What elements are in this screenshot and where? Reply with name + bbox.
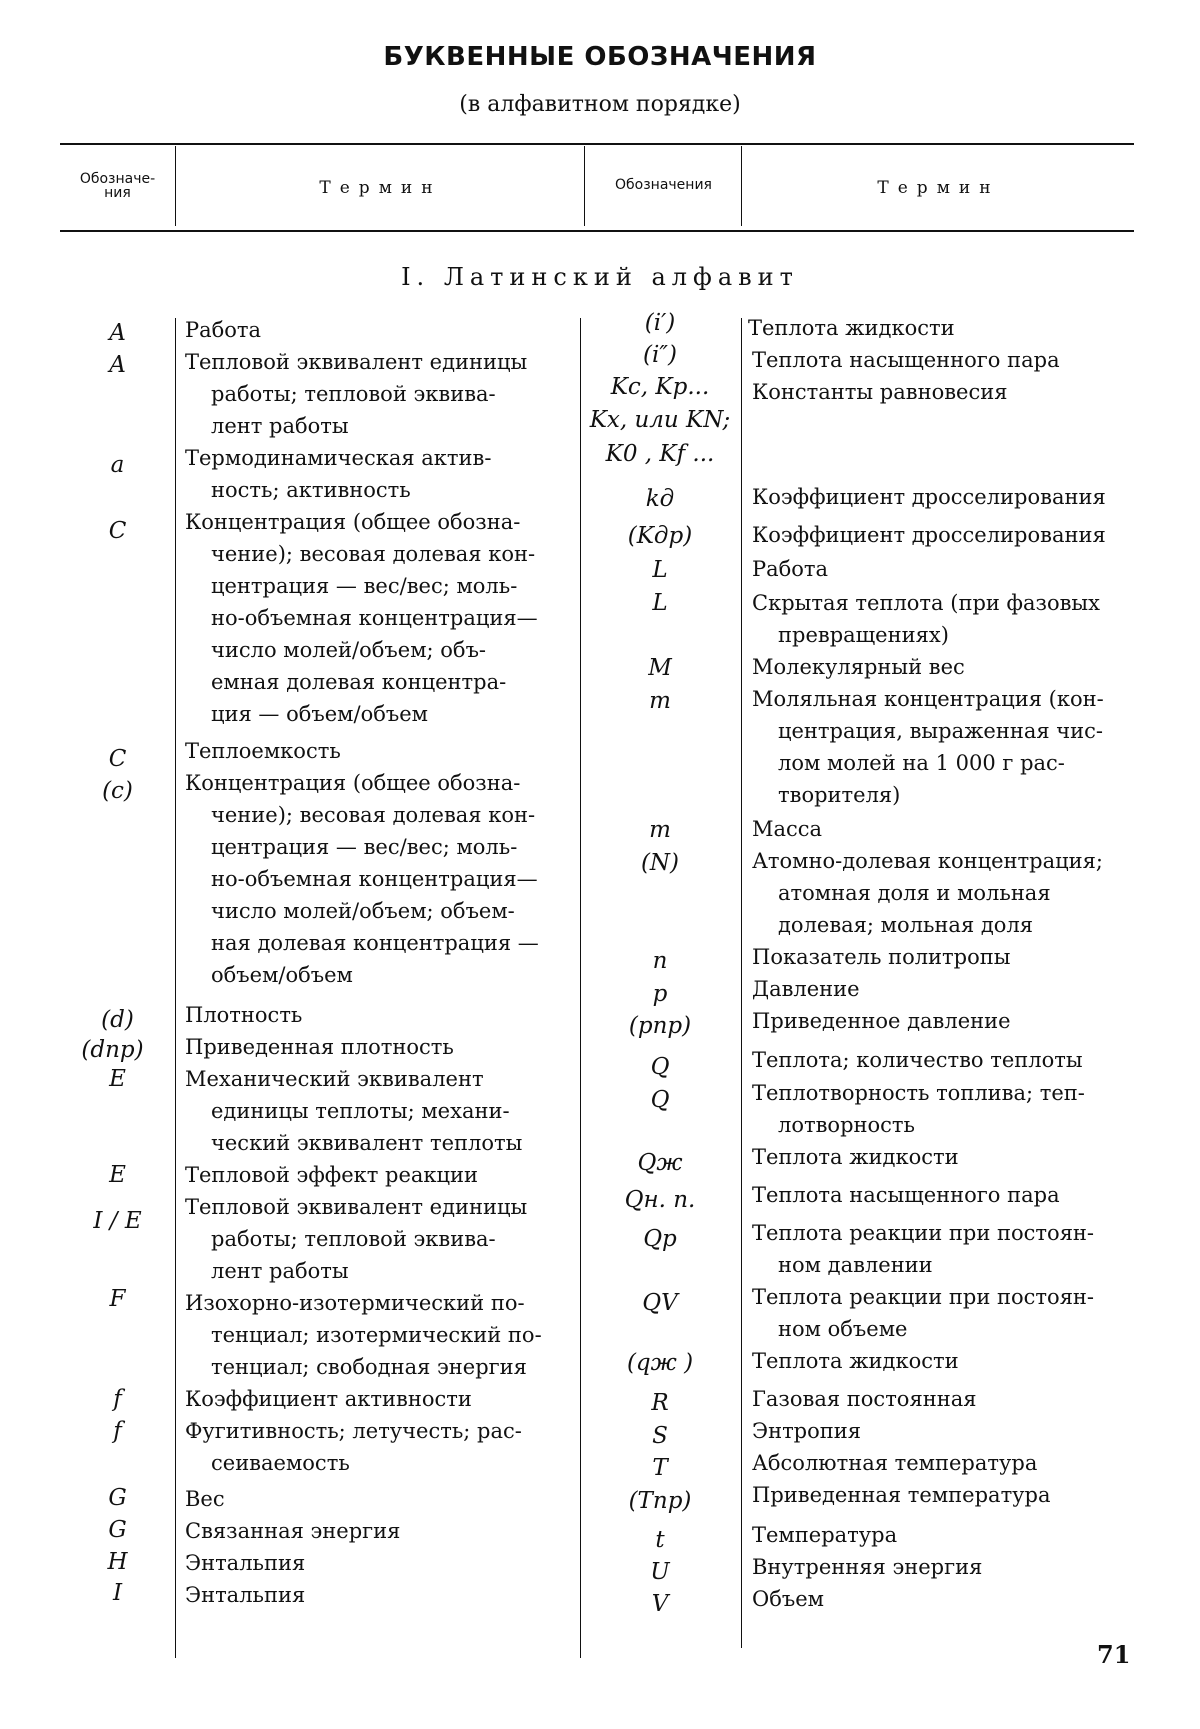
right-symbol: (qж ) bbox=[585, 1350, 735, 1376]
right-symbol: K0 , Kf ... bbox=[585, 441, 735, 467]
left-term: Механический эквивалент единицы теплоты; механи- ческий эквивалент теплоты bbox=[185, 1063, 522, 1159]
right-term: Давление bbox=[752, 973, 860, 1005]
right-symbol: L bbox=[585, 590, 735, 616]
left-symbol: C bbox=[80, 518, 155, 544]
left-symbol: (dпр) bbox=[70, 1037, 155, 1063]
left-term: Тепловой эффект реакции bbox=[185, 1159, 478, 1191]
right-term: Температура bbox=[752, 1519, 897, 1551]
left-term: Энтальпия bbox=[185, 1579, 305, 1611]
section-heading: I. Латинский алфавит bbox=[0, 263, 1200, 291]
right-term: Абсолютная температура bbox=[752, 1447, 1037, 1479]
left-term: Приведенная плотность bbox=[185, 1031, 454, 1063]
body-divider-left bbox=[175, 318, 176, 1658]
right-symbol: R bbox=[585, 1390, 735, 1416]
right-term: Моляльная концентрация (кон- центрация, выраженная чис- лом молей на 1 000 г рас- творителя) bbox=[752, 683, 1104, 811]
left-symbol: (d) bbox=[80, 1007, 155, 1033]
right-term: Масса bbox=[752, 813, 822, 845]
header-divider-3 bbox=[741, 146, 742, 226]
left-term: Концентрация (общее обозна- чение); весовая долевая кон- центрация — вес/вес; моль- но-объемная концентрация— число молей/объем; объем- ная долевая концентрация — объем/объем bbox=[185, 767, 539, 991]
right-term: Теплота реакции при постоян- ном давлении bbox=[752, 1217, 1094, 1281]
right-term: Скрытая теплота (при фазовых превращениях) bbox=[752, 587, 1100, 651]
right-symbol: U bbox=[585, 1559, 735, 1585]
left-symbol: F bbox=[80, 1286, 155, 1312]
right-symbol: M bbox=[585, 655, 735, 681]
right-symbol: Qp bbox=[585, 1226, 735, 1252]
left-symbol: (c) bbox=[80, 778, 155, 804]
left-symbol: a bbox=[80, 452, 155, 478]
left-symbol-fraction: I / E bbox=[80, 1208, 155, 1234]
right-symbol: Kc, Kp... bbox=[585, 374, 735, 400]
right-term: Теплотворность топлива; теп- лотворность bbox=[752, 1077, 1085, 1141]
right-term: Теплота жидкости bbox=[748, 312, 955, 344]
right-symbol: kд bbox=[585, 486, 735, 512]
left-term: Теплоемкость bbox=[185, 735, 341, 767]
left-term: Концентрация (общее обозна- чение); весовая долевая кон- центрация — вес/вес; моль- но-объемная концентрация— число молей/объем; объ- емная долевая концентра- ция — объем/объем bbox=[185, 506, 538, 730]
left-symbol: I bbox=[80, 1580, 155, 1606]
right-term: Молекулярный вес bbox=[752, 651, 965, 683]
left-symbol: E bbox=[80, 1162, 155, 1188]
left-term: Вес bbox=[185, 1483, 225, 1515]
left-symbol: C bbox=[80, 746, 155, 772]
left-symbol: H bbox=[80, 1549, 155, 1575]
left-term: Тепловой эквивалент единицы работы; тепловой эквива- лент работы bbox=[185, 1191, 527, 1287]
right-term: Теплота реакции при постоян- ном объеме bbox=[752, 1281, 1094, 1345]
left-term: Изохорно-изотермический по- тенциал; изотермический по- тенциал; свободная энергия bbox=[185, 1287, 542, 1383]
right-term: Константы равновесия bbox=[752, 376, 1007, 408]
right-symbol: n bbox=[585, 948, 735, 974]
right-symbol: (Tпр) bbox=[585, 1488, 735, 1514]
page-title: БУКВЕННЫЕ ОБОЗНАЧЕНИЯ bbox=[0, 42, 1200, 72]
right-symbol: QV bbox=[585, 1290, 735, 1316]
right-term: Теплота жидкости bbox=[752, 1141, 959, 1173]
right-symbol: Q bbox=[585, 1054, 735, 1080]
header-symbol-line2: ния bbox=[60, 186, 175, 200]
right-symbol: Qж bbox=[585, 1150, 735, 1176]
left-term: Связанная энергия bbox=[185, 1515, 400, 1547]
right-term: Приведенная температура bbox=[752, 1479, 1051, 1511]
left-term: Термодинамическая актив- ность; активность bbox=[185, 442, 491, 506]
right-symbol: L bbox=[585, 557, 735, 583]
right-symbol: (pпр) bbox=[585, 1013, 735, 1039]
left-symbol: A bbox=[80, 320, 155, 346]
page-subtitle: (в алфавитном порядке) bbox=[0, 92, 1200, 117]
right-symbol: S bbox=[585, 1423, 735, 1449]
left-term: Энтальпия bbox=[185, 1547, 305, 1579]
left-term: Коэффициент активности bbox=[185, 1383, 472, 1415]
left-symbol: f bbox=[80, 1386, 155, 1412]
header-term-col-left: Термин bbox=[177, 178, 584, 198]
header-divider-1 bbox=[175, 146, 176, 226]
left-term: Тепловой эквивалент единицы работы; тепловой эквива- лент работы bbox=[185, 346, 527, 442]
page-number: 71 bbox=[1097, 1640, 1130, 1669]
body-divider-mid bbox=[580, 318, 581, 1658]
right-symbol: V bbox=[585, 1591, 735, 1617]
right-symbol: Q bbox=[585, 1087, 735, 1113]
left-symbol: G bbox=[80, 1485, 155, 1511]
right-symbol: Qн. п. bbox=[585, 1187, 735, 1213]
left-term: Работа bbox=[185, 314, 261, 346]
body-divider-right bbox=[741, 318, 742, 1648]
right-symbol: t bbox=[585, 1527, 735, 1553]
right-symbol: m bbox=[585, 688, 735, 714]
right-term: Показатель политропы bbox=[752, 941, 1010, 973]
header-symbol-line1: Обозначе- bbox=[60, 172, 175, 186]
right-symbol: (i′) bbox=[585, 310, 735, 336]
right-term: Энтропия bbox=[752, 1415, 861, 1447]
right-term: Теплота насыщенного пара bbox=[752, 1179, 1060, 1211]
left-term: Фугитивность; летучесть; рас- сеиваемость bbox=[185, 1415, 522, 1479]
right-term: Коэффициент дросселирования bbox=[752, 519, 1106, 551]
right-term: Объем bbox=[752, 1583, 824, 1615]
left-symbol: G bbox=[80, 1517, 155, 1543]
left-term: Плотность bbox=[185, 999, 302, 1031]
right-term: Атомно-долевая концентрация; атомная доля и мольная долевая; мольная доля bbox=[752, 845, 1103, 941]
left-symbol: A bbox=[80, 352, 155, 378]
right-symbol: (i″) bbox=[585, 342, 735, 368]
header-symbol-col bbox=[60, 172, 175, 200]
left-symbol: E bbox=[80, 1066, 155, 1092]
right-term: Внутренняя энергия bbox=[752, 1551, 982, 1583]
header-bottom-rule bbox=[60, 230, 1134, 232]
right-term: Приведенное давление bbox=[752, 1005, 1011, 1037]
right-term: Коэффициент дросселирования bbox=[752, 481, 1106, 513]
header-symbol-col-right: Обозначения bbox=[586, 178, 741, 192]
right-symbol: T bbox=[585, 1455, 735, 1481]
left-symbol: f bbox=[80, 1418, 155, 1444]
right-term: Газовая постоянная bbox=[752, 1383, 976, 1415]
right-term: Теплота жидкости bbox=[752, 1345, 959, 1377]
header-divider-2 bbox=[584, 146, 585, 226]
right-symbol: (N) bbox=[585, 850, 735, 876]
right-symbol: Kx, или KN; bbox=[585, 407, 735, 433]
right-symbol: (Kдр) bbox=[585, 523, 735, 549]
header-term-col-right: Термин bbox=[743, 178, 1134, 198]
right-term: Теплота; количество теплоты bbox=[752, 1044, 1083, 1076]
right-symbol: p bbox=[585, 981, 735, 1007]
right-term: Теплота насыщенного пара bbox=[752, 344, 1060, 376]
right-symbol: m bbox=[585, 817, 735, 843]
header-top-rule bbox=[60, 143, 1134, 145]
right-term: Работа bbox=[752, 553, 828, 585]
